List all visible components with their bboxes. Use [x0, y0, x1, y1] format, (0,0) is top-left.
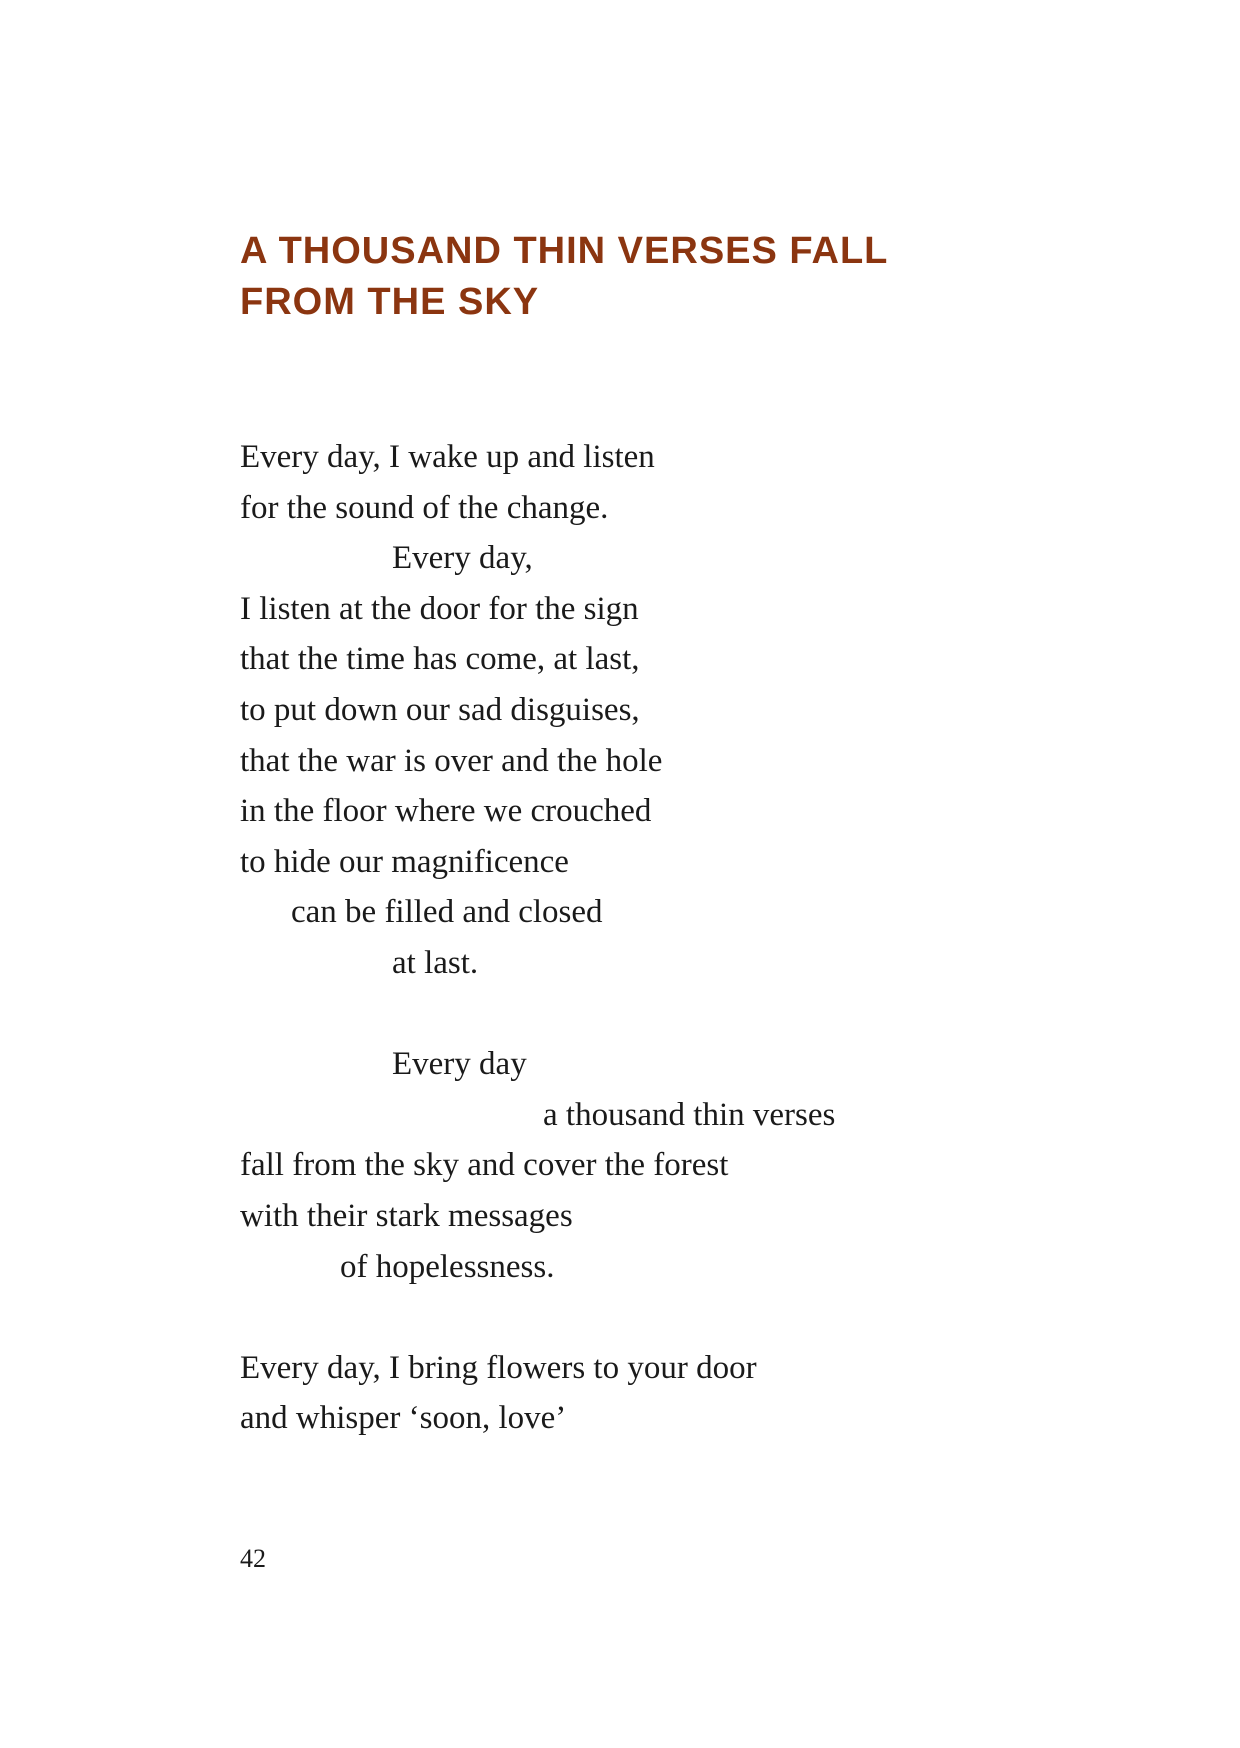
poem-line: fall from the sky and cover the forest: [240, 1147, 729, 1184]
poem-line: Every day, I bring flowers to your door: [240, 1349, 757, 1386]
poem-title: [240, 226, 888, 328]
poem-line: Every day,: [392, 540, 533, 577]
poem-line: Every day, I wake up and listen: [240, 439, 655, 475]
title-line: FROM THE SKY: [240, 281, 540, 323]
poem-line: that the time has come, at last,: [240, 641, 640, 678]
poem-line: with their stark messages: [240, 1197, 573, 1234]
stanza-break: [240, 989, 835, 1040]
poem-line: for the sound of the change.: [240, 489, 609, 526]
page-number: 42: [240, 1544, 266, 1573]
poem-line: of hopelessness.: [340, 1248, 555, 1285]
poem-line: to put down our sad disguises,: [240, 691, 640, 728]
title-line: A THOUSAND THIN VERSES FALL: [240, 230, 889, 272]
poem-line: I listen at the door for the sign: [240, 590, 639, 627]
poem-line: and whisper ‘soon, love’: [240, 1400, 567, 1437]
poem-line: at last.: [392, 944, 479, 981]
poem-body: [240, 432, 835, 1444]
stanza-break: [240, 1292, 835, 1343]
poem-line: Every day: [392, 1046, 527, 1083]
poem-line: in the floor where we crouched: [240, 793, 652, 830]
poem-line: to hide our magnificence: [240, 843, 569, 880]
poem-line: can be filled and closed: [291, 894, 603, 931]
poem-line: a thousand thin verses: [543, 1096, 836, 1133]
poem-line: that the war is over and the hole: [240, 742, 663, 779]
